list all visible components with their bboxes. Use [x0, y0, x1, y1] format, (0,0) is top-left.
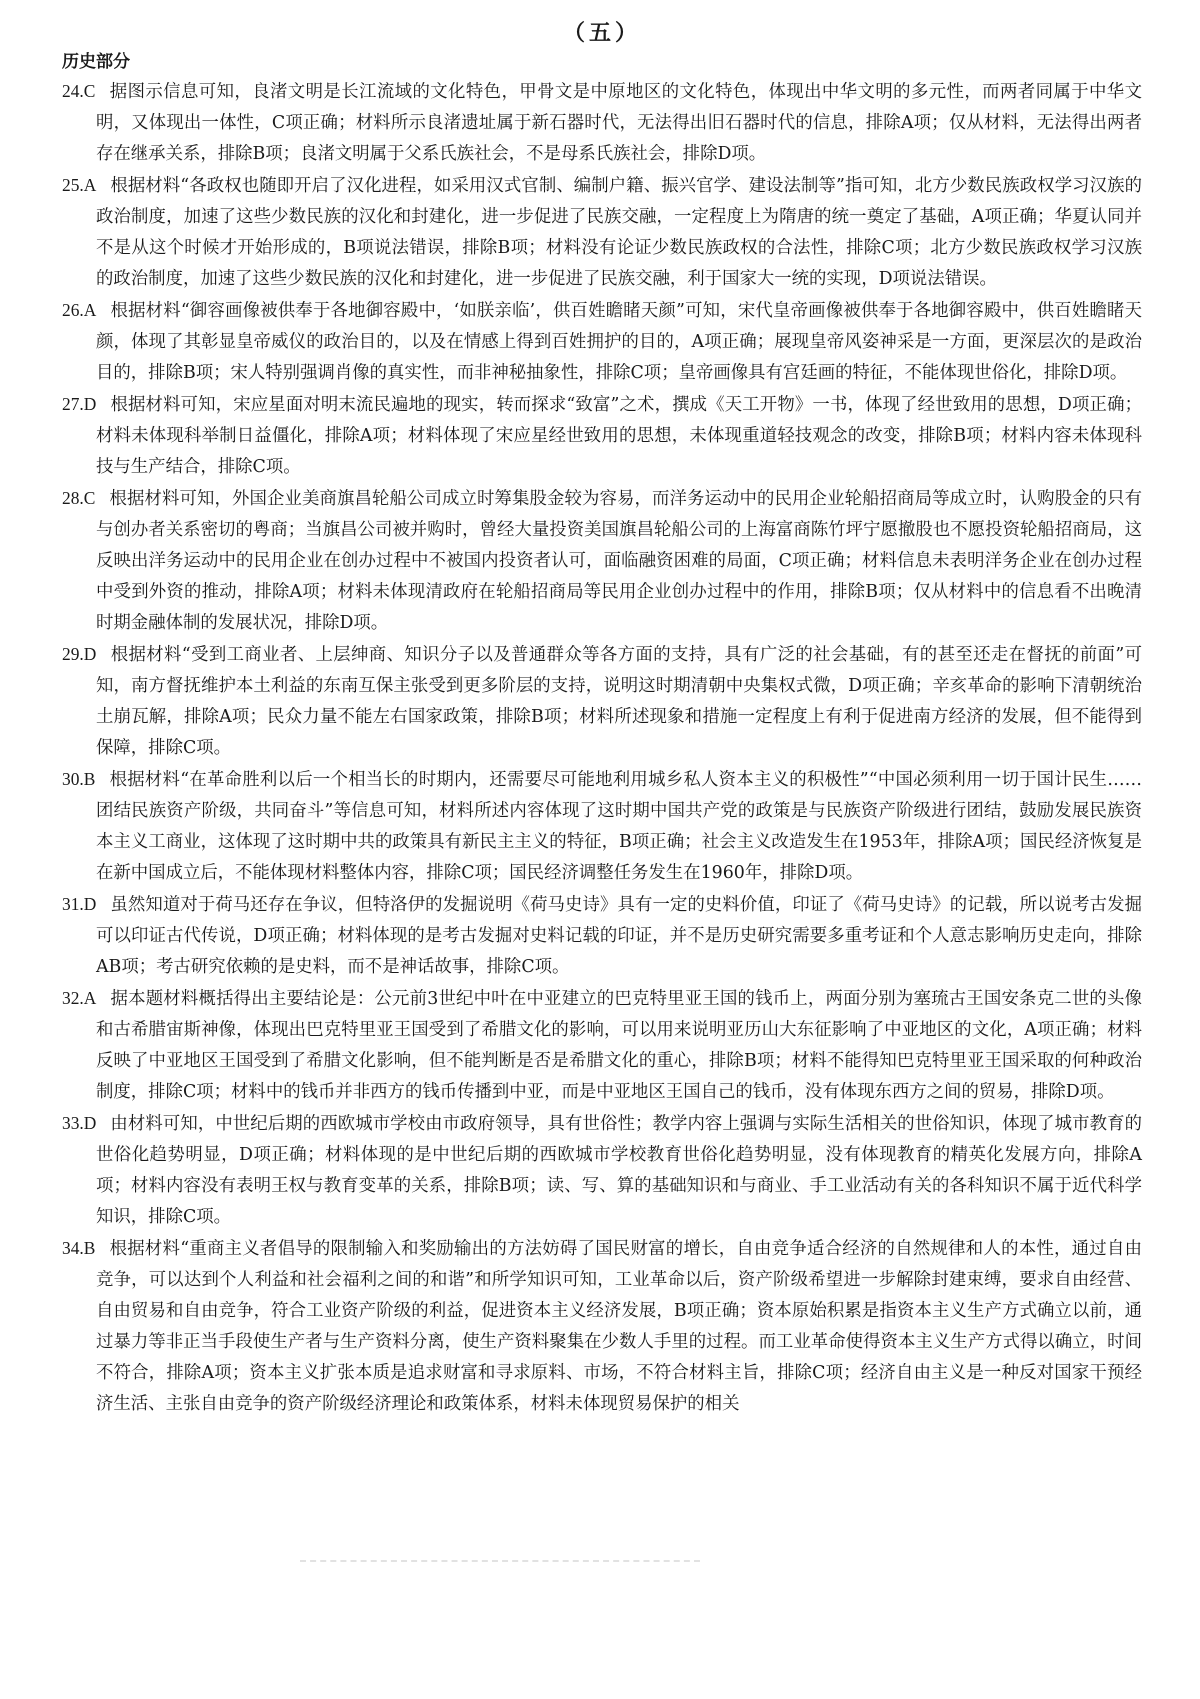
answer-explanation: 根据材料“受到工商业者、上层绅商、知识分子以及普通群众等各方面的支持，具有广泛的社会基础，有的甚至还走在督抚的前面”可知，南方督抚维护本土利益的东南互保主张受到更多阶层的支持，说明这时期清朝中央集权式微，D项正确；辛亥革命的影响下清朝统治土崩瓦解，排除A项；民众力量不能左右国家政策，排除B项；材料所述现象和措施一定程度上有利于促进南方经济的发展，但不能得到保障，排除C项。 — [96, 645, 1142, 758]
answer-explanation: 根据材料可知，宋应星面对明末流民遍地的现实，转而探求“致富”之术，撰成《天工开物》一书，体现了经世致用的思想，D项正确；材料未体现科举制日益僵化，排除A项；材料体现了宋应星经世致用的思想，未体现重道轻技观念的改变，排除B项；材料内容未体现科技与生产结合，排除C项。 — [96, 395, 1142, 477]
answer-explanation: 根据材料“各政权也随即开启了汉化进程，如采用汉式官制、编制户籍、振兴官学、建设法制等”指可知，北方少数民族政权学习汉族的政治制度，加速了这些少数民族的汉化和封建化，进一步促进了民族交融，一定程度上为隋唐的统一奠定了基础，A项正确；华夏认同并不是从这个时候才开始形成的，B项说法错误，排除B项；材料没有论证少数民族政权的合法性，排除C项；北方少数民族政权学习汉族的政治制度，加速了这些少数民族的汉化和封建化，进一步促进了民族交融，利于国家大一统的实现，D项说法错误。 — [96, 176, 1142, 289]
answer-choice: A — [83, 175, 97, 195]
answer-choice: A — [83, 988, 97, 1008]
question-number: 29. — [62, 644, 84, 664]
answer-choice: D — [83, 894, 97, 914]
answer-choice: B — [83, 1238, 96, 1258]
question-number: 26. — [62, 300, 84, 320]
answer-choice: A — [83, 300, 97, 320]
answer-choice: C — [83, 81, 96, 101]
answer-item — [62, 295, 1142, 389]
answer-item — [62, 170, 1142, 295]
answer-choice: D — [83, 644, 97, 664]
answer-item — [62, 76, 1142, 170]
question-number: 31. — [62, 894, 84, 914]
answer-list — [62, 76, 1142, 1420]
answer-choice: C — [83, 488, 96, 508]
answer-item — [62, 1233, 1142, 1420]
answer-choice: D — [83, 1113, 97, 1133]
question-number: 32. — [62, 988, 84, 1008]
answer-explanation: 根据材料“御容画像被供奉于各地御容殿中，‘如朕亲临’，供百姓瞻睹天颜”可知，宋代皇帝画像被供奉于各地御容殿中，供百姓瞻睹天颜，体现了其彰显皇帝威仪的政治目的，以及在情感上得到百姓拥护的目的，A项正确；展现皇帝风姿神采是一方面，更深层次的是政治目的，排除B项；宋人特别强调肖像的真实性，而非神秘抽象性，排除C项；皇帝画像具有宫廷画的特征，不能体现世俗化，排除D项。 — [96, 301, 1142, 383]
question-number: 33. — [62, 1113, 84, 1133]
answer-explanation: 据本题材料概括得出主要结论是：公元前3世纪中叶在中亚建立的巴克特里亚王国的钱币上，两面分别为塞琉古王国安条克二世的头像和古希腊宙斯神像，体现出巴克特里亚王国受到了希腊文化的影响，可以用来说明亚历山大东征影响了中亚地区的文化，A项正确；材料反映了中亚地区王国受到了希腊文化影响，但不能判断是否是希腊文化的重心，排除B项；材料不能得知巴克特里亚王国采取的何种政治制度，排除C项；材料中的钱币并非西方的钱币传播到中亚，而是中亚地区王国自己的钱币，没有体现东西方之间的贸易，排除D项。 — [96, 989, 1142, 1102]
question-number: 30. — [62, 769, 84, 789]
question-number: 24. — [62, 81, 84, 101]
answer-explanation: 据图示信息可知，良渚文明是长江流域的文化特色，甲骨文是中原地区的文化特色，体现出中华文明的多元性，而两者同属于中华文明，又体现出一体性，C项正确；材料所示良渚遗址属于新石器时代，无法得出旧石器时代的信息，排除A项；仅从材料，无法得出两者存在继承关系，排除B项；良渚文明属于父系氏族社会，不是母系氏族社会，排除D项。 — [96, 82, 1142, 164]
answer-item — [62, 983, 1142, 1108]
answer-item — [62, 639, 1142, 764]
answer-explanation: 根据材料“重商主义者倡导的限制输入和奖励输出的方法妨碍了国民财富的增长，自由竞争适合经济的自然规律和人的本性，通过自由竞争，可以达到个人利益和社会福利之间的和谐”和所学知识可知，工业革命以后，资产阶级希望进一步解除封建束缚，要求自由经营、自由贸易和自由竞争，符合工业资产阶级的利益，促进资本主义经济发展，B项正确；资本原始积累是指资本主义生产方式确立以前，通过暴力等非正当手段使生产者与生产资料分离，使生产资料聚集在少数人手里的过程。而工业革命使得资本主义生产方式得以确立，时间不符合，排除A项；资本主义扩张本质是追求财富和寻求原料、市场，不符合材料主旨，排除C项；经济自由主义是一种反对国家干预经济生活、主张自由竞争的资产阶级经济理论和政策体系，材料未体现贸易保护的相关 — [96, 1239, 1142, 1414]
answer-explanation: 根据材料可知，外国企业美商旗昌轮船公司成立时筹集股金较为容易，而洋务运动中的民用企业轮船招商局等成立时，认购股金的只有与创办者关系密切的粤商；当旗昌公司被并购时，曾经大量投资美国旗昌轮船公司的上海富商陈竹坪宁愿撤股也不愿投资轮船招商局，这反映出洋务运动中的民用企业在创办过程中不被国内投资者认可，面临融资困难的局面，C项正确；材料信息未表明洋务企业在创办过程中受到外资的推动，排除A项；材料未体现清政府在轮船招商局等民用企业创办过程中的作用，排除B项；仅从材料中的信息看不出晚清时期金融体制的发展状况，排除D项。 — [96, 489, 1142, 633]
answer-item — [62, 1108, 1142, 1233]
question-number: 34. — [62, 1238, 84, 1258]
answer-choice: D — [83, 394, 97, 414]
answer-explanation: 由材料可知，中世纪后期的西欧城市学校由市政府领导，具有世俗性；教学内容上强调与实际生活相关的世俗知识，体现了城市教育的世俗化趋势明显，D项正确；材料体现的是中世纪后期的西欧城市学校教育世俗化趋势明显，没有体现教育的精英化发展方向，排除A项；材料内容没有表明王权与教育变革的关系，排除B项；读、写、算的基础知识和与商业、手工业活动有关的各科知识不属于近代科学知识，排除C项。 — [96, 1114, 1142, 1227]
answer-item — [62, 889, 1142, 983]
section-heading: 历史部分 — [62, 52, 130, 72]
answer-item — [62, 389, 1142, 483]
question-number: 28. — [62, 488, 84, 508]
answer-item — [62, 764, 1142, 889]
answer-choice: B — [83, 769, 96, 789]
answer-explanation: 虽然知道对于荷马还存在争议，但特洛伊的发掘说明《荷马史诗》具有一定的史料价值，印证了《荷马史诗》的记载，所以说考古发掘可以印证古代传说，D项正确；材料体现的是考古发掘对史料记载的印证，并不是历史研究需要多重考证和个人意志影响历史走向，排除AB项；考古研究依赖的是史料，而不是神话故事，排除C项。 — [96, 895, 1142, 977]
question-number: 27. — [62, 394, 84, 414]
answer-explanation: 根据材料“在革命胜利以后一个相当长的时期内，还需要尽可能地利用城乡私人资本主义的积极性”“中国必须利用一切于国计民生……团结民族资产阶级，共同奋斗”等信息可知，材料所述内容体现了这时期中国共产党的政策是与民族资产阶级进行团结，鼓励发展民族资本主义工商业，这体现了这时期中共的政策具有新民主主义的特征，B项正确；社会主义改造发生在1953年，排除A项；国民经济恢复是在新中国成立后，不能体现材料整体内容，排除C项；国民经济调整任务发生在1960年，排除D项。 — [96, 770, 1142, 883]
question-number: 25. — [62, 175, 84, 195]
scan-smudge — [300, 1560, 700, 1566]
answer-item — [62, 483, 1142, 639]
page-title: （五） — [562, 20, 641, 46]
